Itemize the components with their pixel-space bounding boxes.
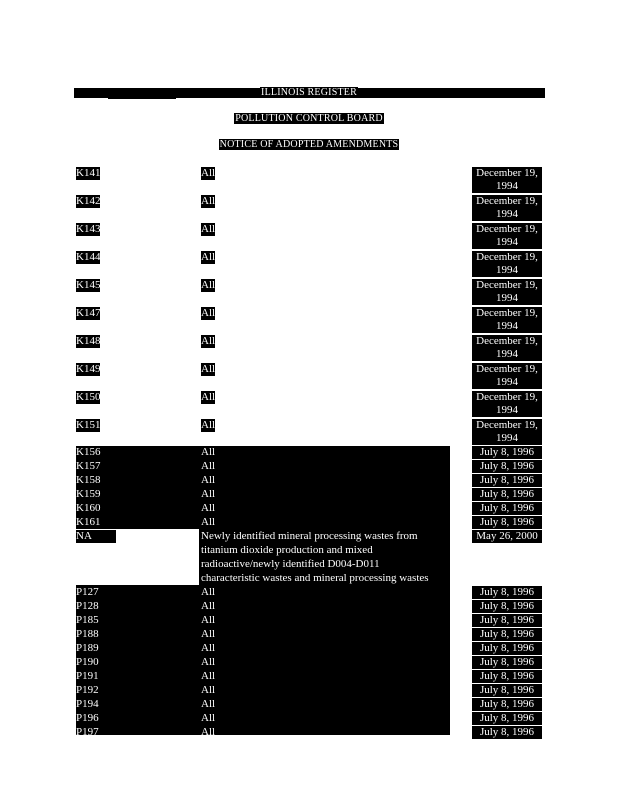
waste-code: P189 <box>76 642 99 654</box>
waste-description: All <box>201 586 216 598</box>
waste-code: K142 <box>76 195 101 207</box>
effective-date: July 8, 1996 <box>472 474 542 487</box>
waste-description: All <box>201 726 216 738</box>
effective-date <box>472 363 542 389</box>
waste-code: P188 <box>76 628 99 640</box>
effective-date: July 8, 1996 <box>472 502 542 515</box>
waste-code: K141 <box>76 167 101 179</box>
waste-description: All <box>201 698 216 710</box>
waste-description-line: characteristic wastes and mineral processing wastes <box>201 572 429 584</box>
waste-code: P185 <box>76 614 99 626</box>
effective-date <box>472 419 542 445</box>
effective-date <box>472 195 542 221</box>
waste-code: K150 <box>76 391 101 403</box>
board-title-text: POLLUTION CONTROL BOARD <box>235 113 383 124</box>
waste-code: P194 <box>76 698 99 710</box>
waste-code: P190 <box>76 656 99 668</box>
date-line-1: December 19, <box>472 223 542 236</box>
waste-code: K143 <box>76 223 101 235</box>
date-line-1: December 19, <box>472 251 542 264</box>
effective-date <box>472 167 542 193</box>
waste-description: All <box>201 335 216 347</box>
date-line-2: 1994 <box>472 264 542 277</box>
waste-description: All <box>201 502 216 514</box>
waste-code: K145 <box>76 279 101 291</box>
effective-date <box>472 307 542 333</box>
dark-block-k <box>76 446 450 529</box>
waste-description: All <box>201 460 216 472</box>
register-title-text: ILLINOIS REGISTER <box>261 87 357 98</box>
waste-code: K156 <box>76 446 101 458</box>
date-line-2: 1994 <box>472 292 542 305</box>
date-line-2: 1994 <box>472 404 542 417</box>
effective-date: July 8, 1996 <box>472 628 542 641</box>
waste-code: P128 <box>76 600 99 612</box>
effective-date: July 8, 1996 <box>472 698 542 711</box>
effective-date <box>472 335 542 361</box>
date-line-1: December 19, <box>472 363 542 376</box>
effective-date: May 26, 2000 <box>472 530 542 543</box>
effective-date: July 8, 1996 <box>472 614 542 627</box>
waste-description: All <box>201 446 216 458</box>
effective-date: July 8, 1996 <box>472 488 542 501</box>
date-line-2: 1994 <box>472 208 542 221</box>
effective-date: July 8, 1996 <box>472 586 542 599</box>
waste-description: All <box>201 628 216 640</box>
date-line-1: December 19, <box>472 391 542 404</box>
waste-code: K148 <box>76 335 101 347</box>
date-line-1: December 19, <box>472 335 542 348</box>
effective-date: July 8, 1996 <box>472 726 542 739</box>
waste-code: K149 <box>76 363 101 375</box>
waste-description: All <box>201 251 216 263</box>
effective-date: July 8, 1996 <box>472 600 542 613</box>
board-title <box>0 113 618 124</box>
effective-date: July 8, 1996 <box>472 642 542 655</box>
dark-block-p <box>76 585 450 735</box>
waste-code: P191 <box>76 670 99 682</box>
waste-description-line: titanium dioxide production and mixed <box>201 544 373 556</box>
waste-code: P197 <box>76 726 99 738</box>
waste-description: All <box>201 391 216 403</box>
waste-description: All <box>201 307 216 319</box>
effective-date: July 8, 1996 <box>472 460 542 473</box>
register-title <box>0 87 618 98</box>
waste-description: All <box>201 614 216 626</box>
waste-code: P192 <box>76 684 99 696</box>
waste-description: All <box>201 223 216 235</box>
waste-code: K161 <box>76 516 101 528</box>
waste-code: K144 <box>76 251 101 263</box>
waste-code: P196 <box>76 712 99 724</box>
date-line-2: 1994 <box>472 180 542 193</box>
effective-date <box>472 279 542 305</box>
date-line-1: December 19, <box>472 195 542 208</box>
effective-date: July 8, 1996 <box>472 712 542 725</box>
effective-date <box>472 251 542 277</box>
waste-code: K159 <box>76 488 101 500</box>
waste-description: All <box>201 419 216 431</box>
date-line-2: 1994 <box>472 236 542 249</box>
date-line-2: 1994 <box>472 348 542 361</box>
waste-description: All <box>201 684 216 696</box>
effective-date <box>472 391 542 417</box>
waste-description: All <box>201 516 216 528</box>
notice-title-text: NOTICE OF ADOPTED AMENDMENTS <box>219 139 399 150</box>
date-line-1: December 19, <box>472 307 542 320</box>
date-line-2: 1994 <box>472 320 542 333</box>
waste-code: K151 <box>76 419 101 431</box>
waste-code: P127 <box>76 586 99 598</box>
notice-title <box>0 139 618 150</box>
waste-description-line: radioactive/newly identified D004-D011 <box>201 558 380 570</box>
waste-description: All <box>201 642 216 654</box>
date-line-1: December 19, <box>472 419 542 432</box>
effective-date: July 8, 1996 <box>472 684 542 697</box>
waste-description-line: Newly identified mineral processing wastes from <box>201 530 418 542</box>
waste-description: All <box>201 363 216 375</box>
effective-date: July 8, 1996 <box>472 656 542 669</box>
waste-description: All <box>201 712 216 724</box>
waste-code: NA <box>76 530 116 543</box>
date-line-2: 1994 <box>472 432 542 445</box>
date-line-1: December 19, <box>472 167 542 180</box>
waste-description: All <box>201 167 216 179</box>
waste-description: All <box>201 195 216 207</box>
waste-code: K160 <box>76 502 101 514</box>
waste-description: All <box>201 488 216 500</box>
effective-date: July 8, 1996 <box>472 446 542 459</box>
waste-description: All <box>201 656 216 668</box>
waste-description: All <box>201 279 216 291</box>
effective-date: July 8, 1996 <box>472 516 542 529</box>
effective-date <box>472 223 542 249</box>
date-line-1: December 19, <box>472 279 542 292</box>
waste-description: All <box>201 600 216 612</box>
date-line-2: 1994 <box>472 376 542 389</box>
waste-code: K157 <box>76 460 101 472</box>
waste-code: K158 <box>76 474 101 486</box>
waste-code: K147 <box>76 307 101 319</box>
waste-description: All <box>201 474 216 486</box>
effective-date: July 8, 1996 <box>472 670 542 683</box>
waste-description: All <box>201 670 216 682</box>
